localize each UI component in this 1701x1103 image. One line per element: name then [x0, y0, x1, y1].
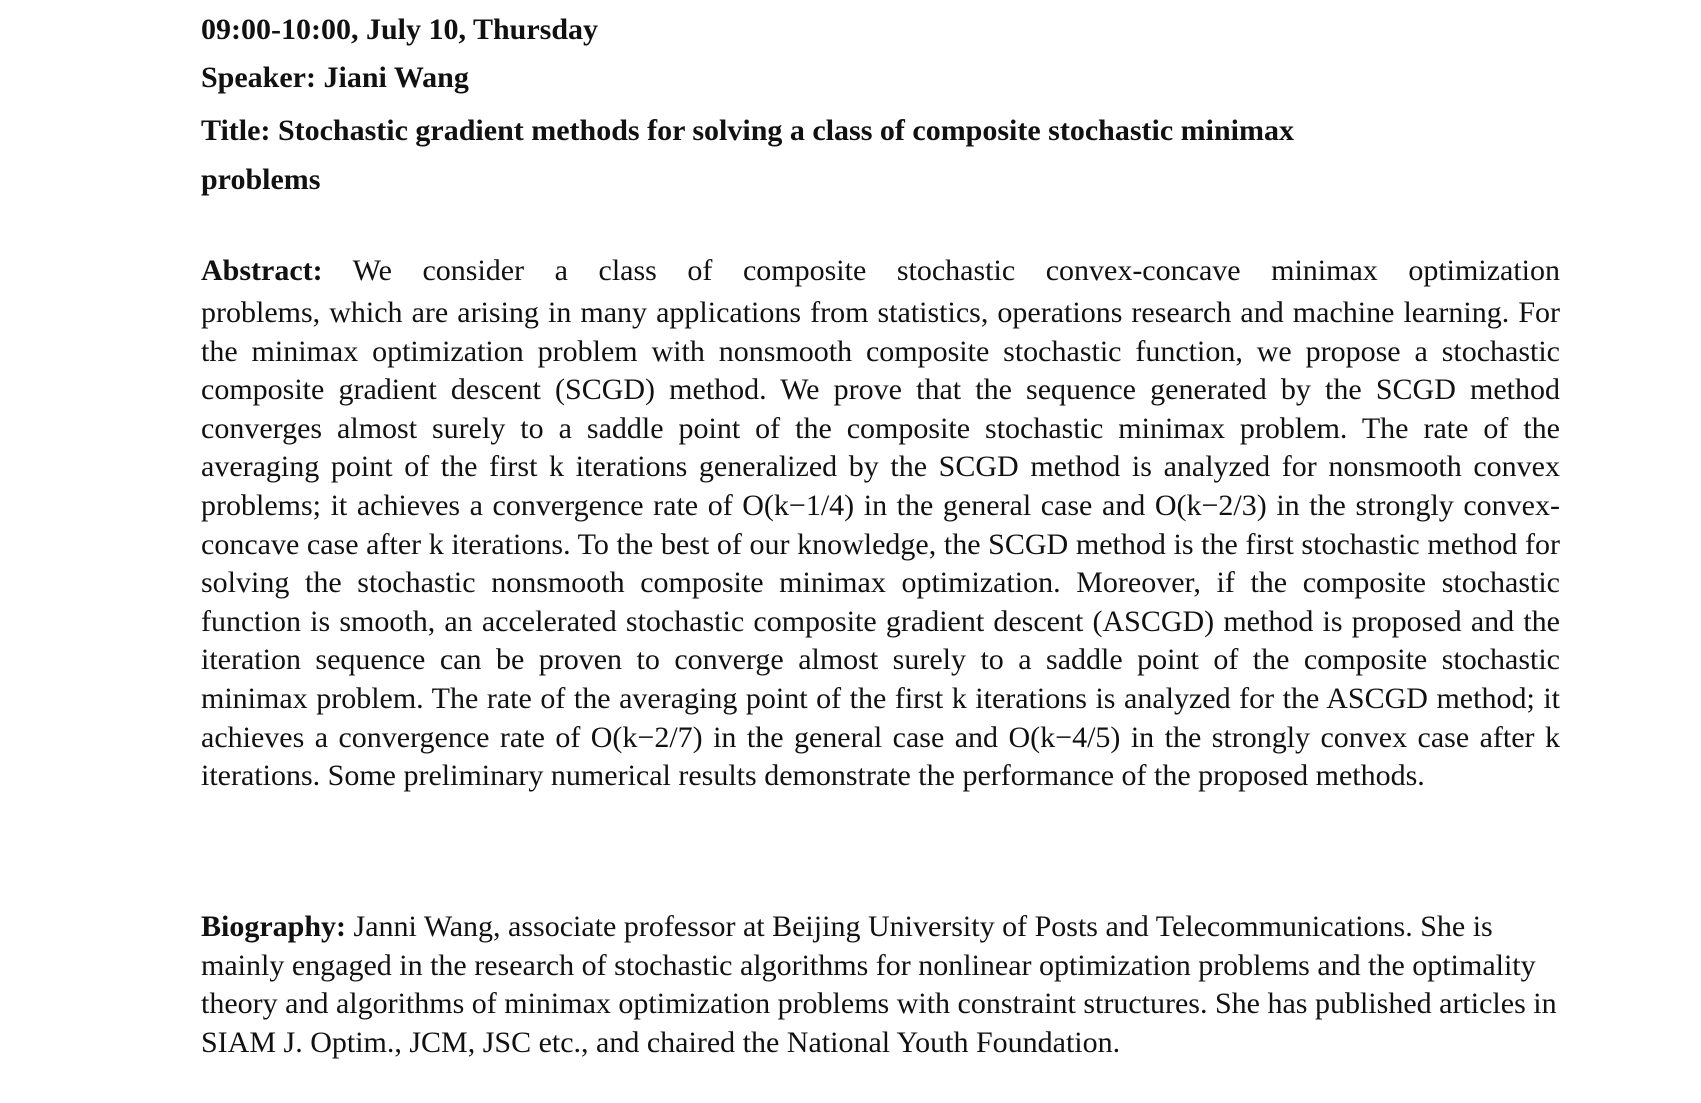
speaker-name: Jiani Wang: [323, 61, 469, 94]
title-text-line2: problems: [201, 163, 321, 196]
abstract-label: Abstract:: [201, 254, 323, 287]
title-text-line1: Stochastic gradient methods for solving a class of composite stochastic minimax: [277, 114, 1294, 147]
speaker-label: Speaker:: [201, 61, 316, 94]
title-label: Title:: [201, 114, 271, 147]
abstract-paragraph: [201, 248, 1560, 796]
speaker-line: [201, 58, 469, 98]
abstract-first-line: [201, 248, 1560, 294]
session-time: 09:00-10:00, July 10, Thursday: [201, 13, 599, 46]
abstract-first-line-text: We consider a class of composite stochastic convex-concave minimax optimization: [352, 254, 1560, 287]
biography-text: Janni Wang, associate professor at Beijing University of Posts and Telecommunications. She is mainly engaged in the research of stochastic algorithms for nonlinear optimization problems and the optimality theory and algorithms of minimax optimization problems with constraint structures. She has published articles in SIAM J. Optim., JCM, JSC etc., and chaired the National Youth Foundation.: [201, 910, 1557, 1059]
abstract-body: problems, which are arising in many applications from statistics, operations research and machine learning. For the minimax optimization problem with nonsmooth composite stochastic function, we propose a stochastic composite gradient descent (SCGD) method. We prove that the sequence generated by the SCGD method converges almost surely to a saddle point of the composite stochastic minimax problem. The rate of the averaging point of the first k iterations generalized by the SCGD method is analyzed for nonsmooth convex problems; it achieves a convergence rate of O(k−1/4) in the general case and O(k−2/3) in the strongly convex-concave case after k iterations. To the best of our knowledge, the SCGD method is the first stochastic method for solving the stochastic nonsmooth composite minimax optimization. Moreover, if the composite stochastic function is smooth, an accelerated stochastic composite gradient descent (ASCGD) method is proposed and the iteration sequence can be proven to converge almost surely to a saddle point of the composite stochastic minimax problem. The rate of the averaging point of the first k iterations is analyzed for the ASCGD method; it achieves a convergence rate of O(k−2/7) in the general case and O(k−4/5) in the strongly convex case after k iterations. Some preliminary numerical results demonstrate the performance of the proposed methods.: [201, 296, 1560, 793]
biography-label: Biography:: [201, 910, 347, 943]
biography-paragraph: [201, 908, 1581, 1062]
talk-title: [201, 111, 1294, 151]
